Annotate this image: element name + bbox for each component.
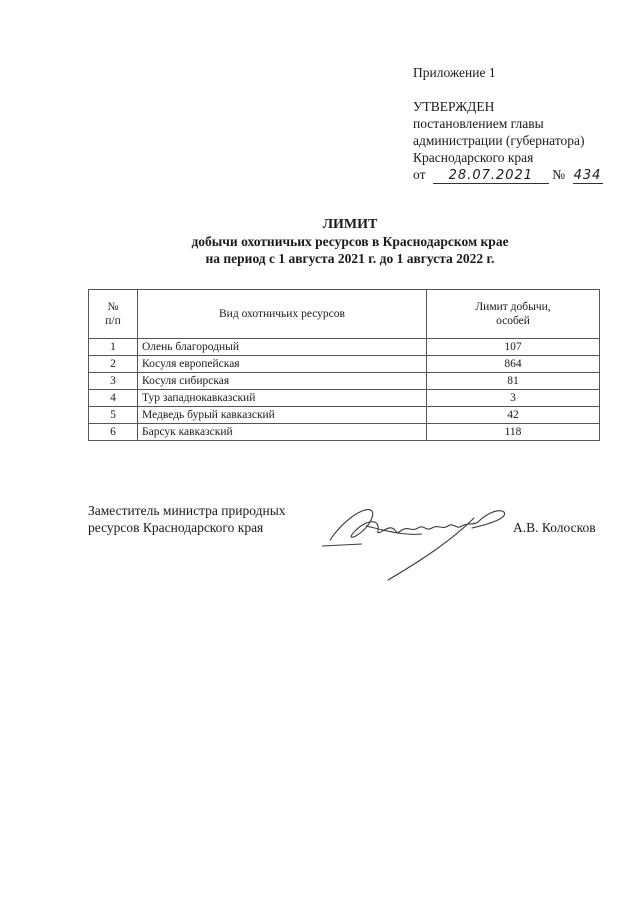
- handwritten-signature: [322, 496, 512, 582]
- table-header-row: [89, 290, 600, 339]
- header-limit-line-1: Лимит добычи,: [475, 301, 551, 313]
- header-num-line-1: №: [107, 301, 119, 313]
- header-num: [89, 290, 138, 339]
- date-prefix: от: [413, 167, 426, 182]
- limits-table: [88, 289, 600, 441]
- row-limit: 3: [427, 390, 600, 407]
- table-row: [89, 424, 600, 441]
- row-num: 3: [89, 373, 138, 390]
- row-name: Медведь бурый кавказский: [138, 407, 427, 424]
- header-limit-line-2: особей: [496, 315, 530, 327]
- row-limit: 81: [427, 373, 600, 390]
- row-num: 2: [89, 356, 138, 373]
- approval-block: [413, 64, 633, 184]
- document-title: [0, 216, 640, 267]
- header-name: Вид охотничьих ресурсов: [138, 290, 427, 339]
- row-num: 4: [89, 390, 138, 407]
- approval-date: 28.07.2021: [433, 169, 549, 184]
- table-row: [89, 356, 600, 373]
- row-limit: 107: [427, 339, 600, 356]
- number-prefix: №: [552, 167, 566, 182]
- row-limit: 42: [427, 407, 600, 424]
- row-limit: 864: [427, 356, 600, 373]
- row-limit: 118: [427, 424, 600, 441]
- title-line-2: на период с 1 августа 2021 г. до 1 августа 2022 г.: [205, 251, 495, 266]
- row-name: Косуля европейская: [138, 356, 427, 373]
- table-row: [89, 390, 600, 407]
- signer-position-line-2: ресурсов Краснодарского края: [88, 520, 264, 535]
- row-num: 6: [89, 424, 138, 441]
- signer-position-line-1: Заместитель министра природных: [88, 503, 286, 518]
- row-name: Косуля сибирская: [138, 373, 427, 390]
- header-num-line-2: п/п: [105, 315, 121, 327]
- approval-number: 434: [573, 168, 602, 183]
- row-name: Тур западнокавказский: [138, 390, 427, 407]
- table-row: [89, 373, 600, 390]
- title-line-1: добычи охотничьих ресурсов в Краснодарском крае: [191, 234, 509, 249]
- signer-name: А.В. Колосков: [513, 520, 596, 535]
- row-num: 5: [89, 407, 138, 424]
- approval-date-line: [413, 166, 633, 184]
- header-limit: [427, 290, 600, 339]
- row-name: Барсук кавказский: [138, 424, 427, 441]
- approval-text-line-3: Краснодарского края: [413, 150, 534, 165]
- table-row: [89, 407, 600, 424]
- row-name: Олень благородный: [138, 339, 427, 356]
- table-row: [89, 339, 600, 356]
- signer-position: [88, 502, 286, 536]
- approval-text-line-1: постановлением главы: [413, 116, 544, 131]
- appendix-label: Приложение 1: [413, 65, 496, 80]
- row-num: 1: [89, 339, 138, 356]
- approved-label: УТВЕРЖДЕН: [413, 99, 495, 114]
- approval-text-line-2: администрации (губернатора): [413, 133, 585, 148]
- title-heading: ЛИМИТ: [322, 217, 378, 232]
